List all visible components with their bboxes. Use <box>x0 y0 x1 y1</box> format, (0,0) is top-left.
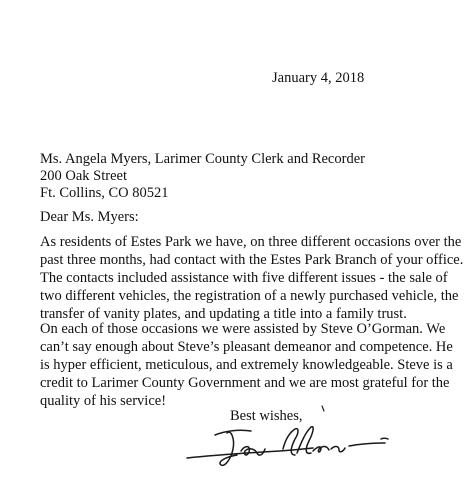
body-paragraph-1 <box>40 233 464 323</box>
letter-date: January 4, 2018 <box>272 70 365 86</box>
paragraph-line: The contacts included assistance with five different issues - the sale of <box>40 270 448 286</box>
recipient-city-line: Ft. Collins, CO 80521 <box>40 185 169 201</box>
paragraph-line: is hyper efficient, meticulous, and extremely knowledgeable. Steve is a <box>40 357 453 373</box>
paragraph-line: two different vehicles, the registration of a newly purchased vehicle, the <box>40 288 459 304</box>
paragraph-line: transfer of vanity plates, and updating a title into a family trust. <box>40 306 407 322</box>
paragraph-line: As residents of Estes Park we have, on three different occasions over the <box>40 234 462 250</box>
body-paragraph-2 <box>40 320 460 410</box>
paragraph-line: past three months, had contact with the Estes Park Branch of your office. <box>40 252 464 268</box>
paragraph-line: On each of those occasions we were assisted by Steve O’Gorman. We <box>40 321 446 337</box>
paragraph-line: quality of his service! <box>40 393 167 409</box>
paragraph-line: credit to Larimer County Government and we are most grateful for the <box>40 375 450 391</box>
closing: Best wishes, <box>230 408 303 424</box>
ink-mark <box>320 405 328 413</box>
handwritten-signature <box>185 415 395 477</box>
recipient-name-line: Ms. Angela Myers, Larimer County Clerk and Recorder <box>40 151 365 167</box>
paragraph-line: can’t say enough about Steve’s pleasant demeanor and competence. He <box>40 339 453 355</box>
recipient-street-line: 200 Oak Street <box>40 168 127 184</box>
salutation: Dear Ms. Myers: <box>40 209 139 225</box>
